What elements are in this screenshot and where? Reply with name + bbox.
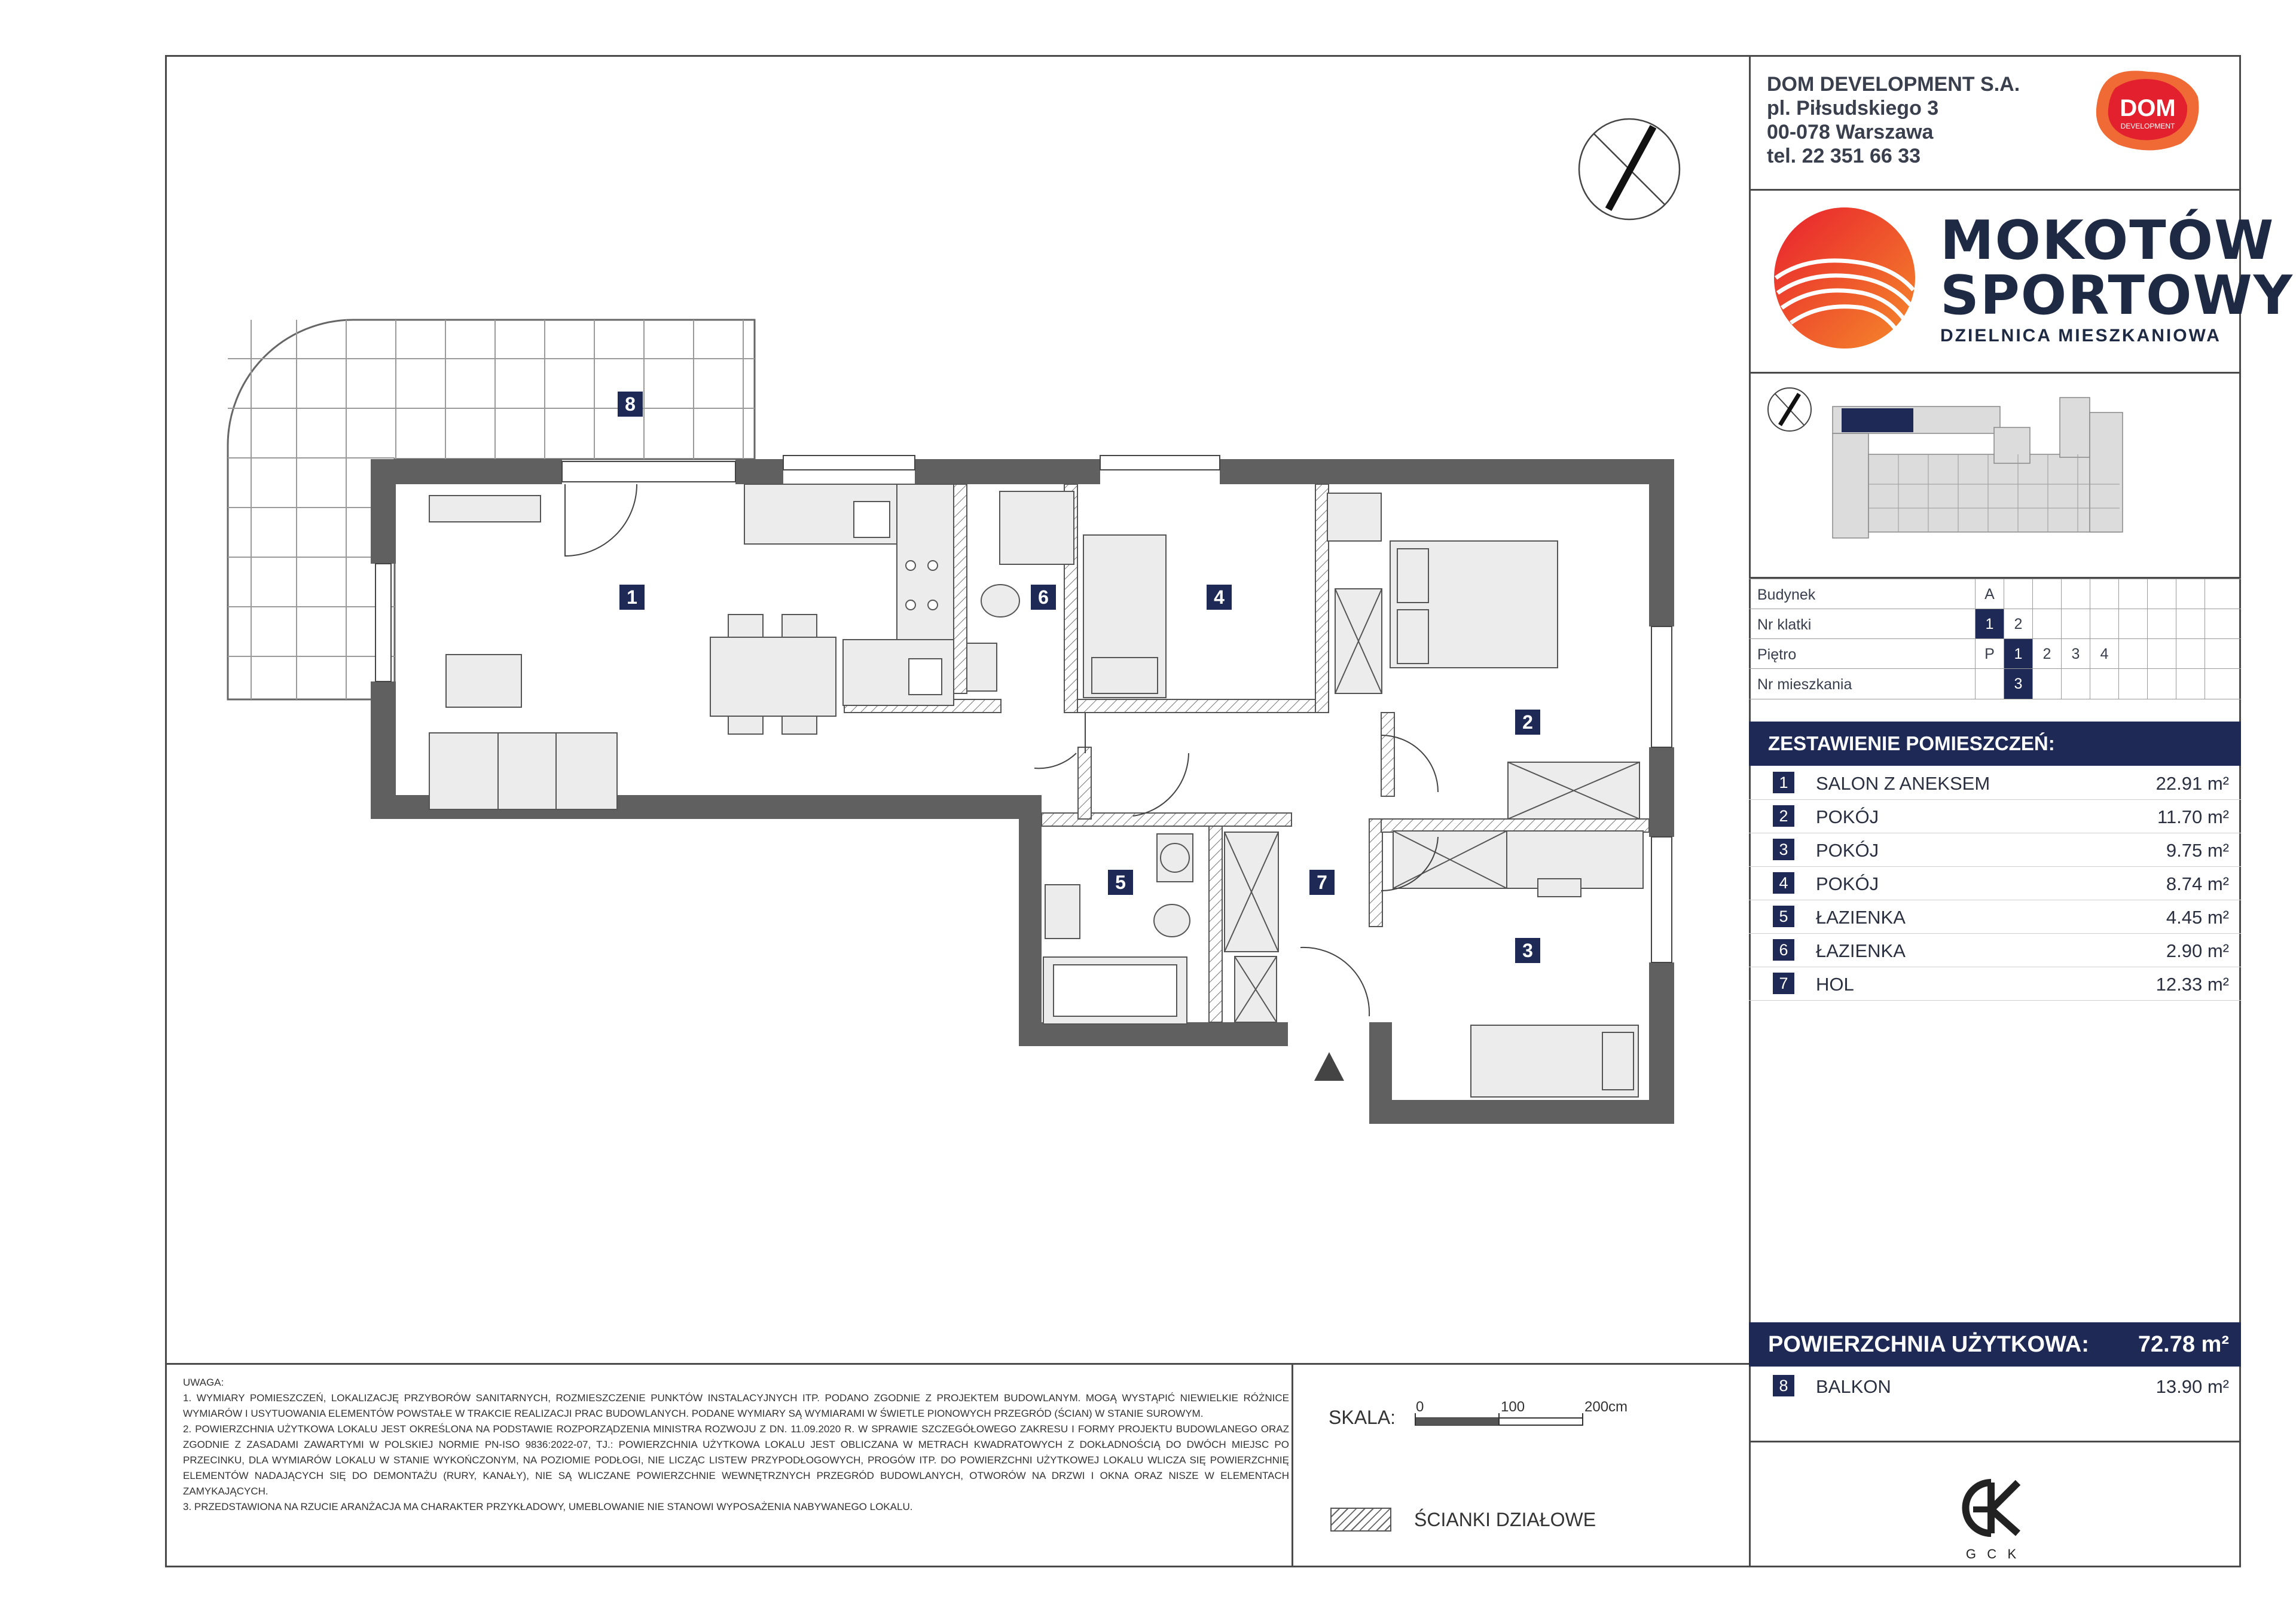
room-area: 12.33 m² xyxy=(2155,974,2229,995)
note-2: 2. POWIERZCHNIA UŻYTKOWA LOKALU JEST OKREŚLONA NA PODSTAWIE ROZPORZĄDZENIA MINISTRA ROZWOJU Z DN. 11.09.2020 R. W SPRAWIE SZCZEGÓŁOWEGO ZAKRESU I FORMY PROJEKTU BUDOWLANEGO ORAZ ZGODNIE Z ZASADAMI ZAWARTYMI W POLSKIEJ NORMIE PN-ISO 9836:2022-07, TJ.: POWIERZCHNIA UŻYTKOWA LOKALU JEST OBLICZANA W METRACH KWADRATOWYCH Z DOKŁADNOŚCIĄ DO DWÓCH MIEJSC PO PRZECINKU, DLA WYMIARÓW LOKALU W STANIE WYKOŃCZONYM, NA POZIOMIE PODŁOGI, NIE LICZĄC LISTEW PRZYPODŁOGOWYCH, PROGÓW ITP. DO POWIERZCHNI UŻYTKOWEJ LOKALU WLICZA SIĘ POWIERZCHNIĘ ELEMENTÓW NADAJĄCYCH SIĘ DO DEMONTAŻU (RURY, KANAŁY), NIE SĄ WLICZANE POWIERZCHNIE WEWNĘTRZNYCH PRZEGRÓD BUDOWLANYCH, OTWORÓW NA DRZWI I OKNA ORAZ NISZE W ELEMENTACH ZAMYKAJĄCYCH. xyxy=(183,1423,1289,1497)
pietro-value: P xyxy=(1975,639,2004,669)
total-area-label: POWIERZCHNIA UŻYTKOWA: xyxy=(1768,1332,2089,1357)
grid-cell xyxy=(2176,579,2205,609)
grid-cell xyxy=(2090,669,2118,699)
dom-development-logo xyxy=(2092,67,2203,152)
entrance-arrow-icon xyxy=(1314,1052,1344,1081)
room-row xyxy=(1749,933,2241,967)
notes-title: UWAGA: xyxy=(183,1377,224,1388)
room-number: 4 xyxy=(1773,872,1794,894)
company-phone: tel. 22 351 66 33 xyxy=(1767,145,1921,167)
divider xyxy=(1749,1441,2241,1442)
small-compass-icon xyxy=(1768,388,1811,431)
grid-cell xyxy=(2118,579,2147,609)
grid-cell xyxy=(2147,639,2176,669)
grid-cell xyxy=(2118,639,2147,669)
info-row-klatka xyxy=(1749,609,2241,639)
room-row xyxy=(1749,866,2241,900)
grid-cell xyxy=(2090,609,2118,639)
pietro-value: 4 xyxy=(2090,639,2118,669)
grid-cell xyxy=(2176,669,2205,699)
plan-label-6: 6 xyxy=(1031,585,1056,610)
bathroom-5-fixtures xyxy=(1043,832,1278,1024)
gck-letters: G C K xyxy=(1965,1546,2017,1561)
note-1: 1. WYMIARY POMIESZCZEŃ, LOKALIZACJĘ PRZYBORÓW SANITARNYCH, ROZMIESZCZENIE PUNKTÓW INSTALACYJNYCH ITP. PODANO ZGODNIE Z PROJEKTEM BUDOWLANYM. MOGĄ WYSTĄPIĆ NIEWIELKIE RÓŻNICE WYMIARÓW I USYTUOWANIA ELEMENTÓW POWSTAŁE W TRAKCIE REALIZACJI PRAC BUDOWLANYCH. PODANE WYMIARY SĄ WYMIARAMI W ŚWIETLE PIONOWYCH PRZEGRÓD (ŚCIAN) W STANIE SUROWYM. xyxy=(183,1392,1289,1419)
room-area: 8.74 m² xyxy=(2166,873,2229,894)
plan-label-4: 4 xyxy=(1207,585,1232,610)
room-name: SALON Z ANEKSEM xyxy=(1816,773,1990,794)
room-row xyxy=(1749,833,2241,867)
grid-cell xyxy=(2061,669,2090,699)
rooms-table-header: ZESTAWIENIE POMIESZCZEŃ: xyxy=(1749,722,2241,766)
apartment-info-grid xyxy=(1749,579,2241,698)
klatka-value-selected: 1 xyxy=(1975,609,2004,639)
room-name: POKÓJ xyxy=(1816,840,1879,861)
grid-cell xyxy=(1975,669,2004,699)
grid-cell xyxy=(2061,609,2090,639)
floor-plan xyxy=(165,55,1750,1364)
mieszkanie-label: Nr mieszkania xyxy=(1757,676,1852,693)
partition-legend-label: ŚCIANKI DZIAŁOWE xyxy=(1414,1509,1596,1530)
grid-cell xyxy=(2118,669,2147,699)
grid-cell xyxy=(2004,579,2032,609)
room-area: 4.45 m² xyxy=(2166,907,2229,928)
scale-label: SKALA: xyxy=(1329,1407,1396,1428)
pietro-value: 2 xyxy=(2032,639,2061,669)
info-row-mieszkanie xyxy=(1749,668,2241,699)
notes-divider-vertical xyxy=(1292,1363,1293,1567)
room-name: POKÓJ xyxy=(1816,873,1879,894)
room-row xyxy=(1749,967,2241,1001)
company-address-1: pl. Piłsudskiego 3 xyxy=(1767,97,1939,120)
scale-tick-0: 0 xyxy=(1416,1399,1424,1415)
mokotow-sportowy-logo-icon xyxy=(1773,206,1916,350)
scale-tick-100: 100 xyxy=(1501,1399,1525,1415)
klatka-label: Nr klatki xyxy=(1757,616,1812,633)
plan-label-7: 7 xyxy=(1309,870,1335,895)
plan-label-8: 8 xyxy=(618,392,643,417)
mieszkanie-value-selected: 3 xyxy=(2004,669,2032,699)
info-row-budynek xyxy=(1749,579,2241,609)
building-key-plan xyxy=(1749,374,2241,571)
dom-logo-subtext: DEVELOPMENT xyxy=(2120,122,2175,130)
room-name: BALKON xyxy=(1816,1376,1891,1397)
room-number: 8 xyxy=(1773,1375,1794,1396)
pietro-value-selected: 1 xyxy=(2004,639,2032,669)
grid-cell xyxy=(2032,579,2061,609)
selected-apartment-marker xyxy=(1842,408,1913,432)
grid-cell xyxy=(2205,639,2233,669)
grid-cell xyxy=(2118,609,2147,639)
room-name: ŁAZIENKA xyxy=(1816,907,1906,928)
north-arrow-icon xyxy=(1579,119,1680,219)
room-area: 9.75 m² xyxy=(2166,840,2229,861)
grid-cell xyxy=(2061,579,2090,609)
grid-cell xyxy=(2205,609,2233,639)
room-row xyxy=(1749,766,2241,800)
grid-cell xyxy=(2205,579,2233,609)
pietro-value: 3 xyxy=(2061,639,2090,669)
grid-cell xyxy=(2176,609,2205,639)
plan-label-5: 5 xyxy=(1108,870,1133,895)
partition-legend-swatch xyxy=(1330,1508,1391,1532)
pietro-label: Piętro xyxy=(1757,646,1797,663)
klatka-value: 2 xyxy=(2004,609,2032,639)
room-name: HOL xyxy=(1816,974,1854,995)
room-3-furniture xyxy=(1393,831,1643,1097)
project-title-line2: SPORTOWY xyxy=(1940,264,2294,327)
project-subtitle: DZIELNICA MIESZKANIOWA xyxy=(1940,326,2221,346)
grid-cell xyxy=(2147,609,2176,639)
notes-block xyxy=(183,1375,1289,1515)
plan-label-2: 2 xyxy=(1515,710,1540,735)
budynek-label: Budynek xyxy=(1757,586,1816,603)
plan-label-1: 1 xyxy=(619,585,645,610)
room-number: 2 xyxy=(1773,805,1794,827)
company-address-2: 00-078 Warszawa xyxy=(1767,121,1934,143)
bathroom-6-fixtures xyxy=(967,491,1074,691)
room-name: ŁAZIENKA xyxy=(1816,940,1906,961)
grid-cell xyxy=(2147,669,2176,699)
gck-logo xyxy=(1940,1468,2048,1563)
grid-cell xyxy=(2032,609,2061,639)
budynek-value: A xyxy=(1975,579,2004,609)
room-area: 2.90 m² xyxy=(2166,940,2229,961)
room-row xyxy=(1749,799,2241,833)
room-number: 7 xyxy=(1773,973,1794,994)
room-number: 6 xyxy=(1773,939,1794,961)
grid-cell xyxy=(2032,669,2061,699)
room-number: 3 xyxy=(1773,839,1794,860)
grid-cell xyxy=(2205,669,2233,699)
dom-logo-text: DOM xyxy=(2120,95,2176,121)
room-name: POKÓJ xyxy=(1816,806,1879,827)
scale-tick-200: 200cm xyxy=(1584,1399,1628,1415)
company-name: DOM DEVELOPMENT S.A. xyxy=(1767,73,2020,96)
balcony-row xyxy=(1749,1369,2241,1402)
grid-cell xyxy=(2176,639,2205,669)
room-area: 22.91 m² xyxy=(2155,773,2229,794)
plan-label-3: 3 xyxy=(1515,938,1540,963)
divider xyxy=(1749,189,2241,191)
room-area: 13.90 m² xyxy=(2155,1376,2229,1397)
grid-cell xyxy=(2090,579,2118,609)
room-number: 1 xyxy=(1773,772,1794,793)
room-area: 11.70 m² xyxy=(2157,806,2229,827)
total-area-value: 72.78 m² xyxy=(2138,1332,2229,1357)
info-row-pietro xyxy=(1749,638,2241,669)
grid-cell xyxy=(2147,579,2176,609)
room-row xyxy=(1749,900,2241,934)
total-area-bar xyxy=(1749,1322,2241,1367)
room-number: 5 xyxy=(1773,906,1794,927)
project-title-line1: MOKOTÓW xyxy=(1940,209,2275,272)
note-3: 3. PRZEDSTAWIONA NA RZUCIE ARANŻACJA MA CHARAKTER PRZYKŁADOWY, UMEBLOWANIE NIE STANOWI WYPOSAŻENIA NABYWANEGO LOKALU. xyxy=(183,1501,913,1512)
